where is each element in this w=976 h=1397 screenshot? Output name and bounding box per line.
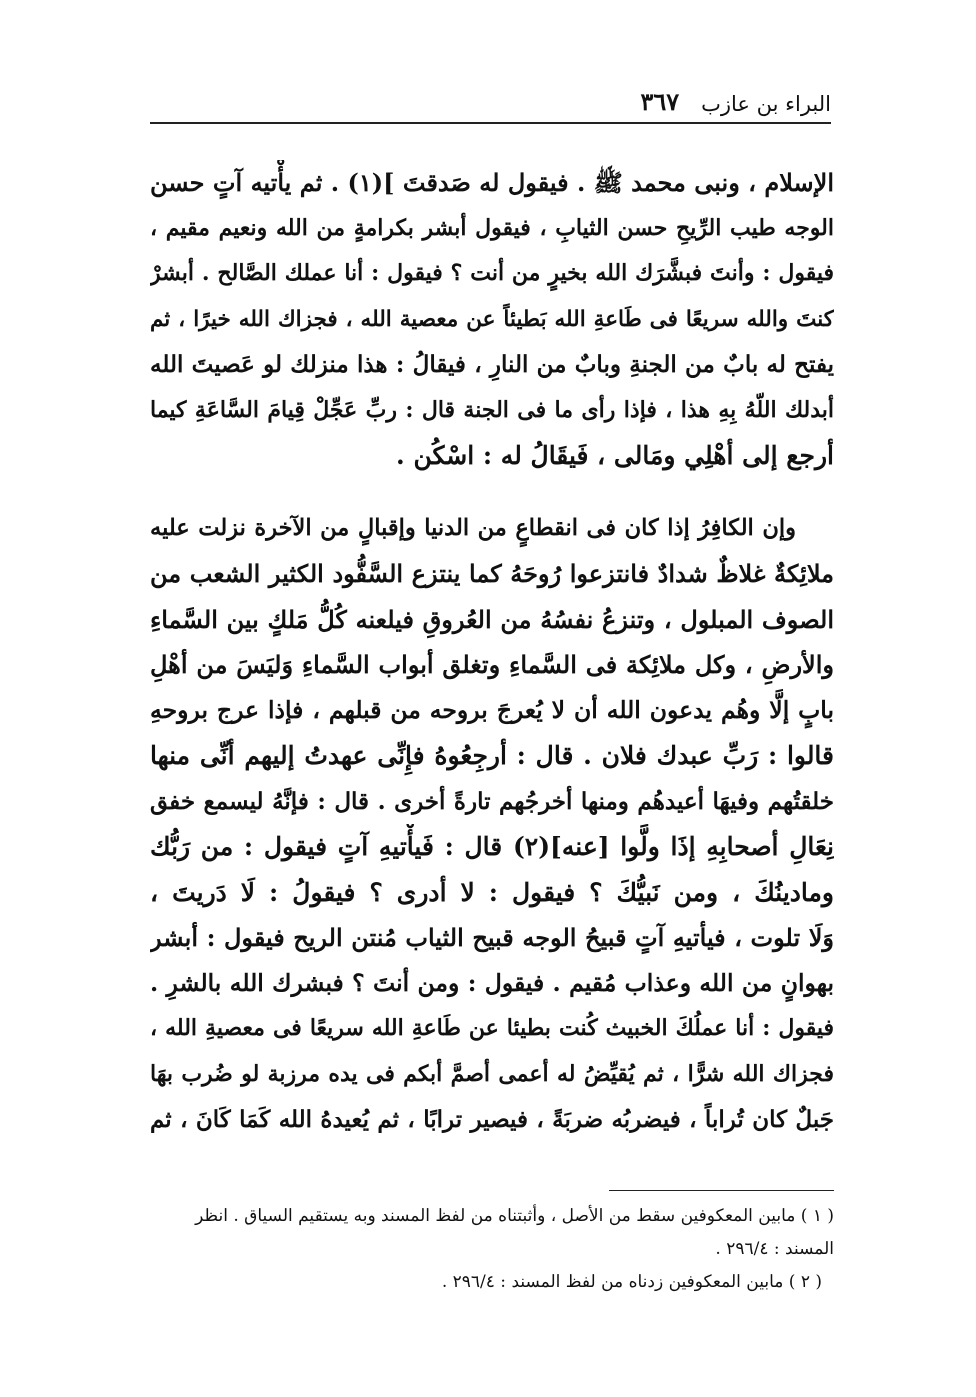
footnote-1-continuation: المسند : ٢٩٦/٤ .: [715, 1239, 834, 1259]
page-header: [150, 80, 831, 116]
text-line: جَبلٌ كان تُراباً ، فيضربُه ضربَةً ، فيصير ترابًا ، ثم يُعيدهُ الله كَمَا كَانَ ، ثم: [150, 1106, 834, 1133]
main-text: [150, 160, 834, 1143]
text-line: وإن الكافِرُ إذا كان فى انقطاعٍ من الدنيا وإقبالٍ من الآخرة نزلت عليه: [150, 514, 796, 541]
text-line: الصوف المبلول ، وتنزعُ نفسُهُ من العُروقِ فيلعنه كُلُّ مَلكٍ بين السَّماءِ: [150, 604, 834, 634]
page-number: ٣٦٧: [640, 87, 680, 116]
footnotes: [150, 1200, 834, 1299]
text-line: بهوانٍ من الله وعذاب مُقيم . فيقول : ومن أنتَ ؟ فبشرك الله بالشرِ .: [150, 968, 834, 997]
text-line: بابٍ إلَّا وهُم يدعون الله أن لا يُعرجَ بروحه من قبلهم ، فإذا عرج بروحهِ: [150, 695, 834, 724]
footnote-2: ( ٢ ) مابين المعكوفين زدناه من لفظ المسند : ٢٩٦/٤ .: [441, 1272, 822, 1292]
text-line: خلقتُهم وفيهَا أعيدهُم ومنها أخرجُهم تارةً أخرى . قال : فإنَّهُ ليسمع خفق: [150, 787, 834, 815]
text-line: فيقول : وأنتَ فبشَّرَك الله بخيرٍ من أنت ؟ فيقول : أنا عملك الصَّالح . أبشرْ: [150, 260, 834, 286]
footnote-1: ( ١ ) مابين المعكوفين سقط من الأصل ، وأثبتناه من لفظ المسند وبه يستقيم السياق . انظر: [195, 1206, 834, 1226]
running-head: البراء بن عازب: [701, 92, 831, 116]
text-line: ومادينُكَ ، ومن نَبيُّكَ ؟ فيقول : لا أدرى ؟ فيقولُ : لَا دَريتَ ،: [150, 877, 834, 907]
text-line: والأرضِ ، وكل ملائِكة فى السَّماءِ وتغلق أبواب السَّماءِ وَليَسَ من أهْلِ: [150, 650, 834, 679]
text-line: كنتَ والله سريعًا فى طَاعةِ الله بَطيئاً عن معصية الله ، فجزاك الله خيرًا ، ثم: [150, 306, 834, 332]
text-line: فيقول : أنا عملُكَ الخبيث كُنت بطيئا عن طَاعةِ الله سريعًا فى معصيةِ الله ،: [150, 1015, 834, 1041]
paragraph-1: [150, 160, 834, 479]
text-line: ملائِكةٌ غلاظٌ شدادٌ فانتزعوا رُوحَهُ كما ينتزع السَّفُّود الكثير الشعب من: [150, 559, 834, 588]
header-rule: [150, 122, 831, 124]
text-line: يفتح له بابٌ من الجنةِ وبابٌ من النارِ ، فيقالُ : هذا منزلك لو عَصيتَ الله: [150, 351, 834, 378]
paragraph-2: [150, 506, 834, 1143]
text-line: أرجع إلى أهْلِي ومَالى ، فَيقَالُ له : اسْكُن .: [396, 441, 834, 470]
footnote-rule: [609, 1190, 834, 1191]
text-line: نِعَالِ أصحابِهِ إذَا ولَّوا [عنه](٢) قال : فَيأْتيهِ آتٍ فيقول : من رَبُّك: [150, 832, 834, 861]
text-line: الوجه طيب الرِّيحِ حسن الثيابِ ، فيقول أبشر بكرامةٍ من الله ونعيم مقيم ،: [150, 214, 834, 241]
text-line: قالوا : رَبِّ عبدك فلان . قال : أرجِعُوهُ فإِنِّى عهدتُ إليهم أنِّى منها: [150, 741, 834, 770]
text-line: وَلَا تلوت ، فيأتيهِ آتٍ قبيحُ الوجه قبيح الثياب مُنتن الريح فيقول : أبشر: [150, 923, 834, 952]
text-line: فجزاك الله شرًّا ، ثم يُقيِّضُ له أعمى أصمَّ أبكم فى يده مرزبة لو ضُرب بهَا: [150, 1060, 834, 1087]
text-line: أبدلك اللّهُ بِهِ هذا ، فإذا رأى ما فى الجنة قال : ربِّ عَجِّلْ قِيامَ السَّاعَةِ كيما: [150, 396, 834, 423]
text-line: الإسلام ، ونبى محمد ﷺ . فيقول له صَدقتَ ](١) . ثم يأْتيه آتٍ حسن: [150, 168, 834, 197]
